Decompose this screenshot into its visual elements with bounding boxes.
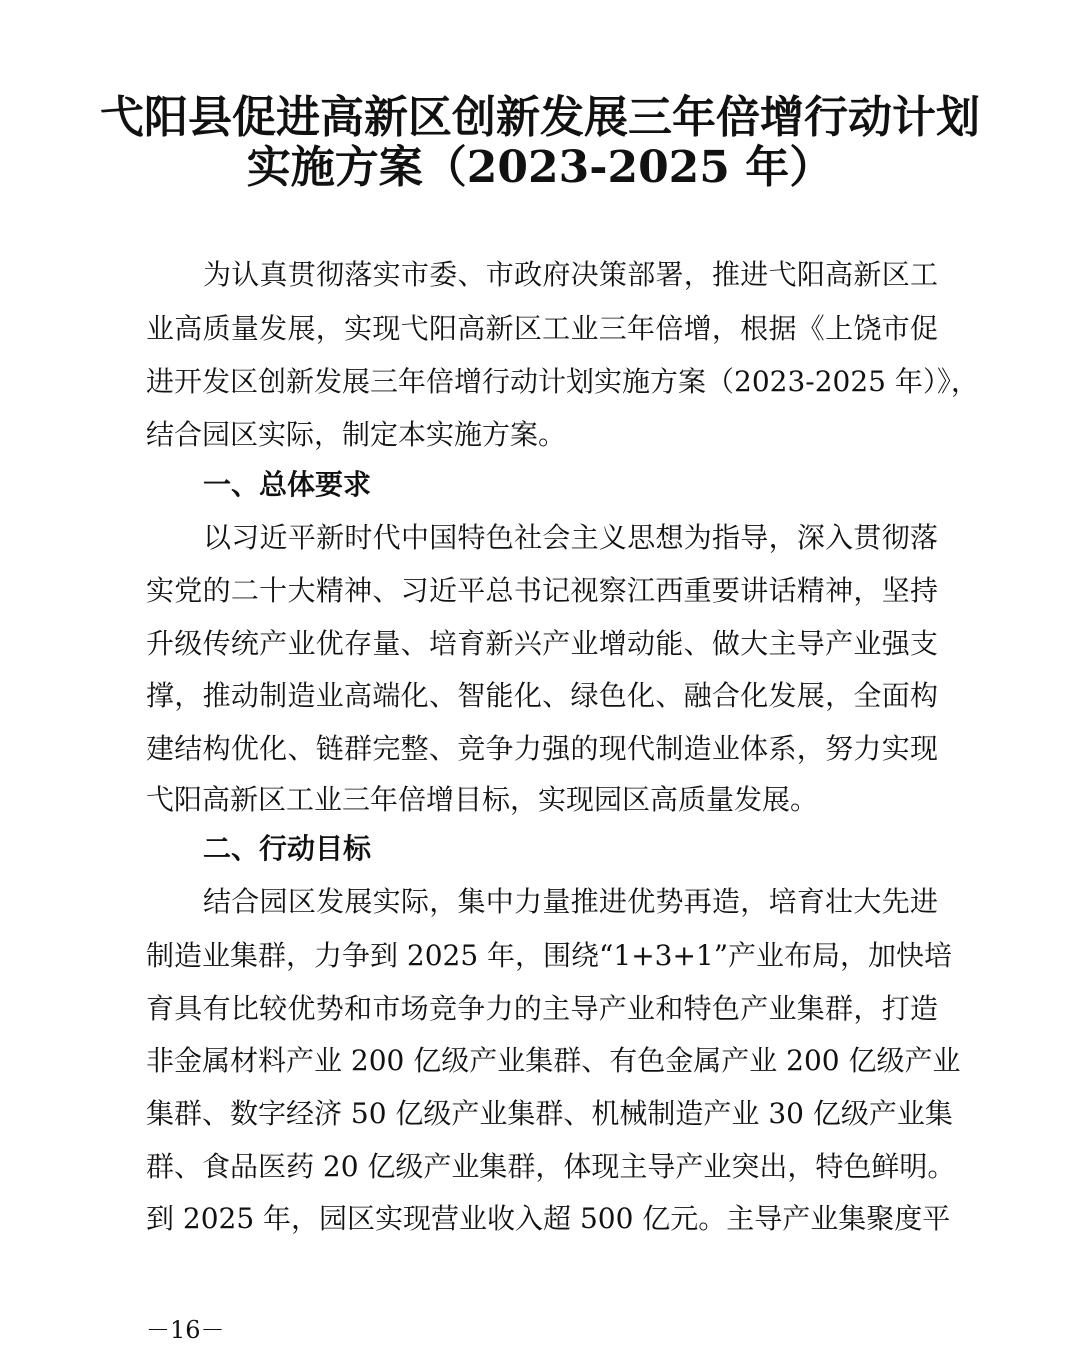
section2-line-6: 群、食品医药 20 亿级产业集群，体现主导产业突出，特色鲜明。	[146, 1150, 956, 1183]
section1-line-3: 升级传统产业优存量、培育新兴产业增动能、做大主导产业强支	[146, 627, 938, 660]
section2-line-4: 非金属材料产业 200 亿级产业集群、有色金属产业 200 亿级产业	[146, 1044, 961, 1077]
section-heading-action-goals: 二、行动目标	[203, 832, 372, 865]
section1-line-2: 实党的二十大精神、习近平总书记视察江西重要讲话精神，坚持	[146, 574, 938, 607]
intro-line-4: 结合园区实际，制定本实施方案。	[146, 418, 567, 451]
section2-line-3: 育具有比较优势和市场竞争力的主导产业和特色产业集群，打造	[146, 992, 938, 1025]
intro-line-1: 为认真贯彻落实市委、市政府决策部署，推进弋阳高新区工	[203, 258, 938, 291]
intro-line-2: 业高质量发展，实现弋阳高新区工业三年倍增，根据《上饶市促	[146, 312, 938, 345]
section1-line-1: 以习近平新时代中国特色社会主义思想为指导，深入贯彻落	[203, 521, 938, 554]
section2-line-2: 制造业集群，力争到 2025 年，围绕“1+3+1”产业布局，加快培	[146, 939, 953, 972]
document-title-line-1: 弋阳县促进高新区创新发展三年倍增行动计划	[100, 92, 980, 143]
section1-line-4: 撑，推动制造业高端化、智能化、绿色化、融合化发展，全面构	[146, 679, 938, 712]
section1-line-5: 建结构优化、链群完整、竞争力强的现代制造业体系，努力实现	[146, 732, 938, 765]
section2-line-7: 到 2025 年，园区实现营业收入超 500 亿元。主导产业集聚度平	[146, 1202, 951, 1235]
section1-line-6: 弋阳高新区工业三年倍增目标，实现园区高质量发展。	[146, 783, 819, 816]
section2-line-1: 结合园区发展实际，集中力量推进优势再造，培育壮大先进	[203, 885, 938, 918]
section2-line-5: 集群、数字经济 50 亿级产业集群、机械制造产业 30 亿级产业集	[146, 1097, 953, 1130]
intro-line-3: 进开发区创新发展三年倍增行动计划实施方案（2023-2025 年）》，	[146, 365, 979, 398]
section-heading-general-requirements: 一、总体要求	[203, 468, 372, 501]
document-title-line-2: 实施方案（2023-2025 年）	[246, 142, 834, 193]
page-number: －16－	[146, 1316, 225, 1344]
